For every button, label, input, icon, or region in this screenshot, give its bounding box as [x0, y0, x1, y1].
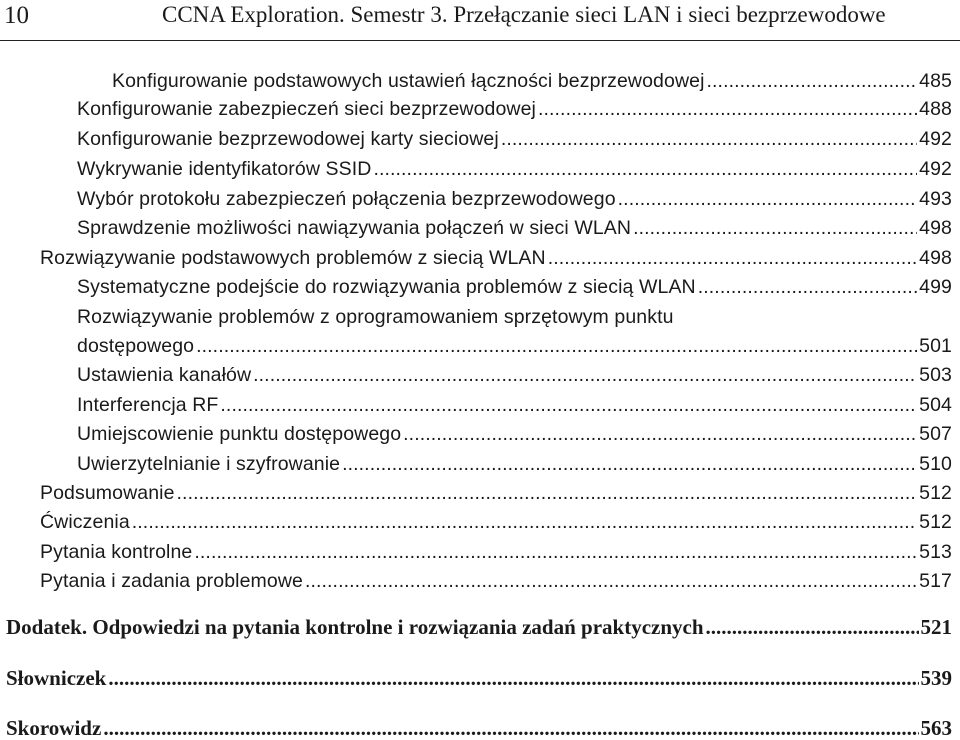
toc-leader — [501, 128, 917, 150]
toc-entry-title: Skorowidz — [6, 716, 102, 740]
toc-entry-page: 510 — [919, 453, 952, 475]
toc-leader — [403, 423, 917, 445]
toc-entry[interactable] — [77, 180, 952, 210]
toc-leader — [108, 667, 918, 689]
toc-entry-title: Sprawdzenie możliwości nawiązywania połączeń w sieci WLAN — [77, 217, 632, 239]
toc-entry-page: 563 — [920, 716, 952, 740]
toc-entry[interactable] — [77, 150, 952, 180]
toc-entry[interactable] — [77, 327, 952, 357]
toc-leader — [196, 335, 917, 357]
toc-entry-page: 492 — [919, 158, 952, 180]
toc-entry[interactable] — [40, 474, 952, 504]
page-header — [0, 0, 960, 41]
toc-leader — [633, 217, 917, 239]
toc-entry-title: Dodatek. Odpowiedzi na pytania kontrolne i rozwiązania zadań praktycznych — [6, 615, 704, 639]
toc-entry-title: Pytania kontrolne — [40, 541, 193, 563]
toc-entry-page: 512 — [919, 482, 952, 504]
toc-leader — [132, 511, 917, 533]
toc-leader — [373, 158, 917, 180]
toc-entry-title: Rozwiązywanie problemów z oprogramowaniem sprzętowym punktu — [77, 306, 674, 328]
toc-entry-glossary[interactable] — [6, 659, 952, 689]
toc-entry-title: Podsumowanie — [40, 482, 175, 504]
running-title: CCNA Exploration. Semestr 3. Przełączanie sieci LAN i sieci bezprzewodowe — [162, 2, 886, 27]
toc-entry-page: 501 — [919, 335, 952, 357]
toc-entry-title: Ćwiczenia — [40, 511, 130, 533]
toc-entry-title: dostępowego — [77, 335, 195, 357]
toc-entry[interactable] — [77, 386, 952, 416]
toc-entry[interactable] — [40, 562, 952, 592]
toc-leader — [618, 188, 918, 210]
toc-entry-title: Konfigurowanie podstawowych ustawień łączności bezprzewodowej — [112, 70, 705, 92]
toc-leader — [342, 453, 917, 475]
toc-entry[interactable] — [40, 533, 952, 563]
toc-leader — [305, 570, 917, 592]
toc-leader — [220, 394, 917, 416]
toc-entry-page: 504 — [919, 394, 952, 416]
toc-entry-title: Wybór protokołu zabezpieczeń połączenia bezprzewodowego — [77, 188, 616, 210]
toc-entry-index[interactable] — [6, 709, 952, 739]
toc-entry[interactable] — [40, 239, 952, 269]
toc-entry-title: Rozwiązywanie podstawowych problemów z siecią WLAN — [40, 247, 546, 269]
toc-leader — [548, 247, 917, 269]
toc-entry-page: 498 — [919, 247, 952, 269]
page-number: 10 — [4, 2, 29, 29]
toc-entry-page: 507 — [919, 423, 952, 445]
toc-entry-page: 488 — [919, 98, 952, 120]
toc-entry-page: 499 — [919, 276, 952, 298]
toc-entry[interactable] — [77, 445, 952, 475]
toc-leader — [538, 98, 917, 120]
toc-entry-page: 539 — [920, 666, 952, 690]
toc-entry-title: Pytania i zadania problemowe — [40, 570, 303, 592]
toc-entry-page: 517 — [919, 570, 952, 592]
toc-entry-page: 493 — [919, 188, 952, 210]
toc-entry[interactable] — [77, 120, 952, 150]
toc-entry[interactable] — [77, 90, 952, 120]
toc-entry[interactable] — [77, 415, 952, 445]
toc-entry[interactable] — [40, 503, 952, 533]
toc-entry-page: 492 — [919, 128, 952, 150]
toc-entry[interactable] — [77, 209, 952, 239]
toc-entry-title: Uwierzytelnianie i szyfrowanie — [77, 453, 341, 475]
toc-entry[interactable] — [77, 356, 952, 386]
toc-leader — [194, 541, 917, 563]
toc-entry-page: 498 — [919, 217, 952, 239]
toc-entry-appendix[interactable] — [6, 608, 952, 638]
toc-entry-page: 512 — [919, 511, 952, 533]
toc-entry-title: Konfigurowanie zabezpieczeń sieci bezprzewodowej — [77, 98, 536, 120]
toc-entry-title: Interferencja RF — [77, 394, 219, 416]
toc-leader — [103, 717, 918, 739]
toc-entry-title: Umiejscowienie punktu dostępowego — [77, 423, 402, 445]
toc-entry-page: 513 — [919, 541, 952, 563]
toc-leader — [706, 616, 919, 638]
toc-leader — [707, 70, 918, 92]
toc-entry-title: Słowniczek — [6, 666, 107, 690]
toc-entry[interactable] — [77, 268, 952, 298]
toc-entry-title: Konfigurowanie bezprzewodowej karty sieciowej — [77, 128, 499, 150]
toc-leader — [177, 482, 918, 504]
toc-entry-title: Systematyczne podejście do rozwiązywania problemów z siecią WLAN — [77, 276, 696, 298]
toc-entry-page: 521 — [920, 615, 952, 639]
toc-entry-title: Ustawienia kanałów — [77, 364, 252, 386]
toc-entry-page: 485 — [919, 70, 952, 92]
toc-entry-page: 503 — [919, 364, 952, 386]
toc-entry-title: Wykrywanie identyfikatorów SSID — [77, 158, 372, 180]
toc-leader — [253, 364, 917, 386]
toc-leader — [698, 276, 917, 298]
toc-entry[interactable] — [112, 62, 952, 92]
toc-entry[interactable] — [77, 298, 952, 328]
